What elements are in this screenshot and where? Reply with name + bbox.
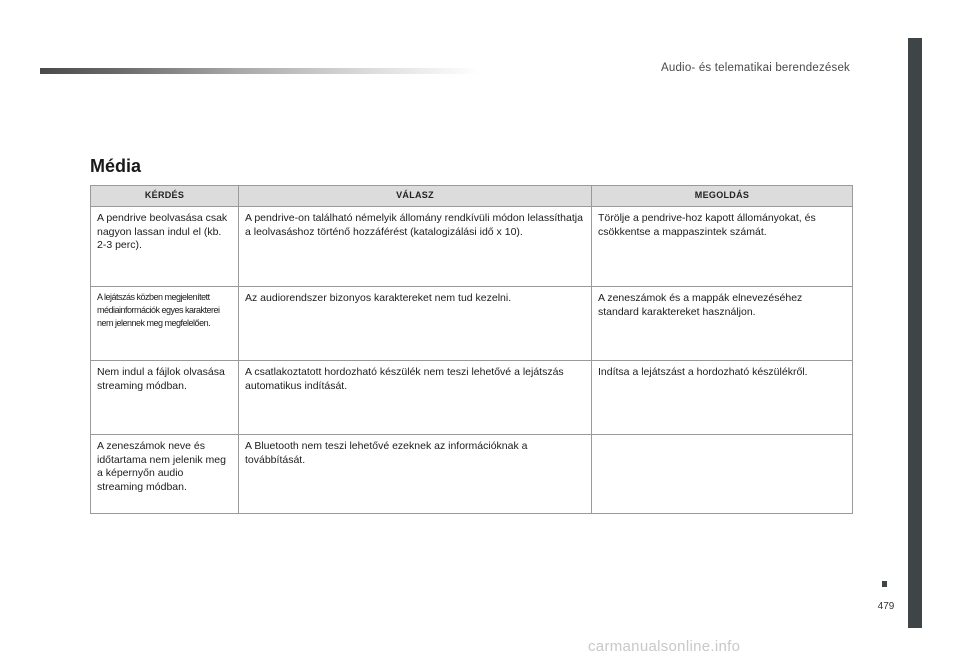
side-tab-strip [908, 38, 922, 628]
table-row [91, 435, 853, 514]
answer-cell: A Bluetooth nem teszi lehetővé ezeknek az információknak a továbbítását. [239, 435, 592, 514]
question-cell: A pendrive beolvasása csak nagyon lassan indul el (kb. 2-3 perc). [91, 207, 239, 287]
answer-cell: A pendrive-on található némelyik állomány rendkívüli módon lelassíthatja a leolvasáshoz történő hozzáférést (katalogizálási idő x 10). [239, 207, 592, 287]
table-row [91, 207, 853, 287]
section-title: Média [90, 156, 142, 176]
page-marker [882, 581, 887, 587]
column-header-answer: VÁLASZ [239, 186, 592, 207]
solution-cell: Indítsa a lejátszást a hordozható készülékről. [592, 361, 853, 435]
solution-cell: A zeneszámok és a mappák elnevezéséhez standard karaktereket használjon. [592, 287, 853, 361]
solution-cell: Törölje a pendrive-hoz kapott állományokat, és csökkentse a mappaszintek számát. [592, 207, 853, 287]
solution-cell [592, 435, 853, 514]
answer-cell: Az audiorendszer bizonyos karaktereket nem tud kezelni. [239, 287, 592, 361]
table-row [91, 361, 853, 435]
header-gradient-bar [40, 68, 480, 74]
watermark-text: carmanualsonline.info [588, 638, 741, 655]
question-cell: A zeneszámok neve és időtartama nem jelenik meg a képernyőn audio streaming módban. [91, 435, 239, 514]
question-cell: Nem indul a fájlok olvasása streaming módban. [91, 361, 239, 435]
table-row [91, 287, 853, 361]
question-cell: A lejátszás közben megjelenített médiainformációk egyes karakterei nem jelennek meg megfelelően. [91, 287, 239, 361]
answer-cell: A csatlakoztatott hordozható készülék nem teszi lehetővé a lejátszás automatikus indítását. [239, 361, 592, 435]
column-header-solution: MEGOLDÁS [592, 186, 853, 207]
table-header-row [91, 186, 853, 207]
column-header-question: KÉRDÉS [91, 186, 239, 207]
chapter-title: Audio- és telematikai berendezések [661, 62, 850, 74]
page-number: 479 [877, 601, 895, 612]
faq-table [90, 185, 853, 514]
